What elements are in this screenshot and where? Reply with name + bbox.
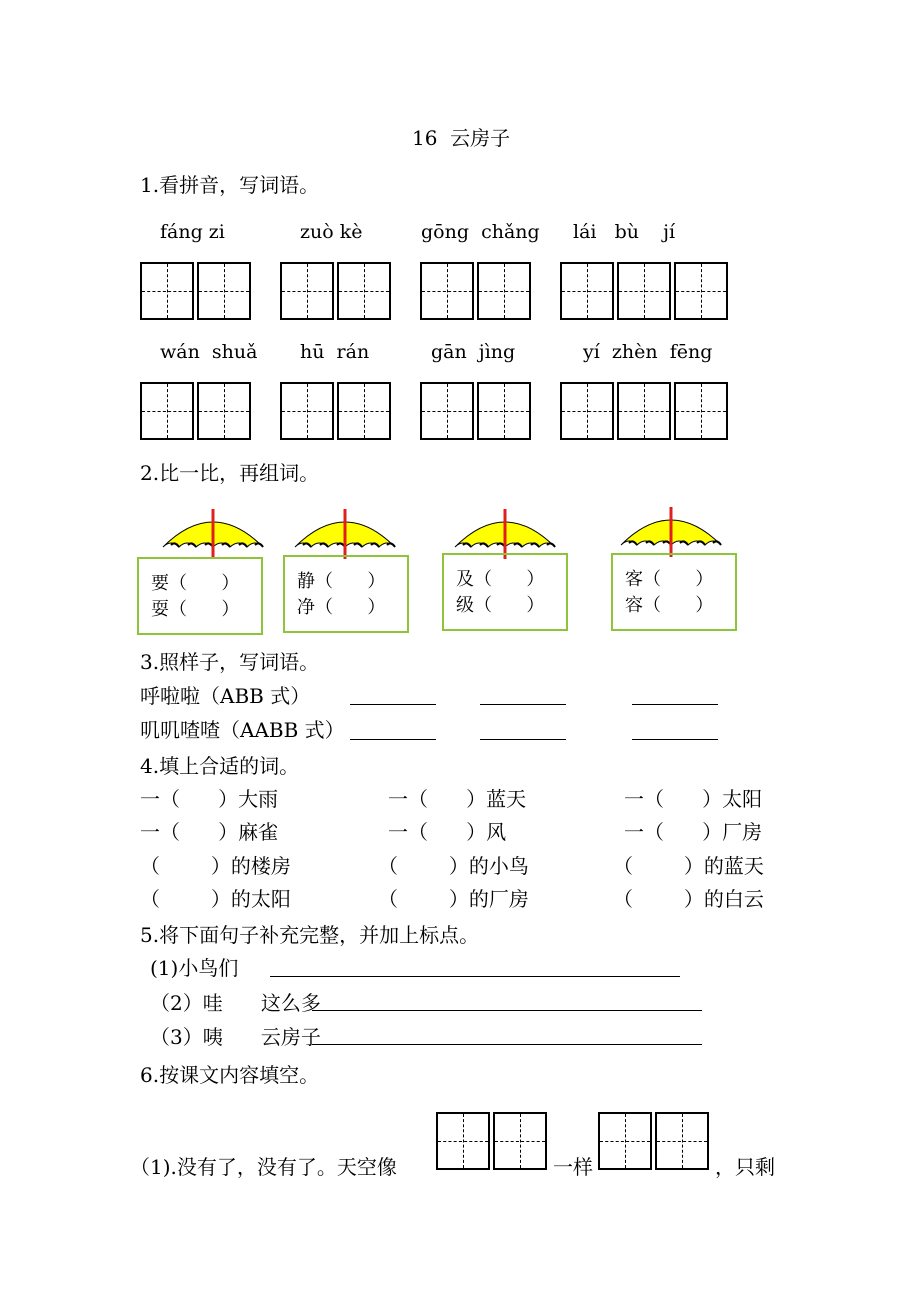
compare-word-b: 净（ ） xyxy=(297,597,386,618)
pinyin-huran: hū rán xyxy=(300,341,370,363)
sentence-answer-line[interactable] xyxy=(312,1010,702,1011)
compare-word-b: 耍（ ） xyxy=(151,599,240,620)
umbrella-icon xyxy=(616,503,726,559)
compare-box-2 xyxy=(283,555,409,633)
fill-item: （ ）的蓝天 xyxy=(613,854,764,878)
answer-line[interactable] xyxy=(632,739,718,740)
fill-item: 一（ ）麻雀 xyxy=(140,820,279,844)
answer-line[interactable] xyxy=(480,704,566,705)
sentence-answer-line[interactable] xyxy=(312,1044,702,1045)
writing-grid-gongchang[interactable] xyxy=(420,262,534,320)
sentence-1: (1)小鸟们 xyxy=(150,956,239,980)
compare-word-a: 及（ ） xyxy=(456,569,545,590)
question-2-heading: 2.比一比，再组词。 xyxy=(140,461,320,485)
question-4-heading: 4.填上合适的词。 xyxy=(140,754,300,778)
answer-line[interactable] xyxy=(350,739,436,740)
sentence-answer-line[interactable] xyxy=(270,976,680,977)
pattern-abb: 呼啦啦（ABB 式） xyxy=(140,684,311,708)
writing-grid-ganjing[interactable] xyxy=(420,382,534,440)
fill-item: （ ）的楼房 xyxy=(140,854,291,878)
pinyin-ganjing: gān jìng xyxy=(431,341,516,363)
writing-grid-blank-2[interactable] xyxy=(598,1112,712,1170)
fill-item: 一（ ）太阳 xyxy=(624,787,763,811)
compare-word-a: 客（ ） xyxy=(625,569,714,590)
pinyin-gongchang: gōng chǎng xyxy=(421,221,540,243)
pattern-aabb: 叽叽喳喳（AABB 式） xyxy=(140,718,345,742)
question-3-heading: 3.照样子，写词语。 xyxy=(140,650,320,674)
fill-item: （ ）的小鸟 xyxy=(378,854,529,878)
compare-box-3 xyxy=(442,553,568,631)
pinyin-wanshua: wán shuǎ xyxy=(160,341,258,363)
writing-grid-huran[interactable] xyxy=(280,382,394,440)
fill-item: （ ）的厂房 xyxy=(378,887,529,911)
sentence-3: （3）咦 云房子 xyxy=(150,1025,321,1049)
question-1-heading: 1.看拼音，写词语。 xyxy=(140,173,320,197)
page-title: 16 云房子 xyxy=(412,126,511,150)
fill-item: 一（ ）蓝天 xyxy=(388,787,527,811)
umbrella-icon xyxy=(158,505,268,561)
fill-item: 一（ ）大雨 xyxy=(140,787,279,811)
fill-item: （ ）的白云 xyxy=(613,887,764,911)
writing-grid-wanshua[interactable] xyxy=(140,382,254,440)
fill-sentence-start: （1).没有了，没有了。天空像 xyxy=(130,1155,397,1179)
compare-box-1 xyxy=(137,557,263,635)
compare-word-b: 容（ ） xyxy=(625,595,714,616)
writing-grid-fangzi[interactable] xyxy=(140,262,254,320)
fill-item: （ ）的太阳 xyxy=(140,887,291,911)
pinyin-fangzi: fáng zi xyxy=(160,221,225,243)
compare-word-a: 静（ ） xyxy=(297,571,386,592)
writing-grid-yizhenfeng[interactable] xyxy=(560,382,731,440)
question-6-heading: 6.按课文内容填空。 xyxy=(140,1063,320,1087)
umbrella-icon xyxy=(290,505,400,561)
pinyin-yizhenfeng: yí zhèn fēng xyxy=(583,341,713,363)
pinyin-zuoke: zuò kè xyxy=(300,221,363,243)
pinyin-laibuji: lái bù jí xyxy=(573,221,676,243)
fill-sentence-mid: 一样 xyxy=(553,1155,593,1179)
fill-item: 一（ ）厂房 xyxy=(624,820,763,844)
compare-word-b: 级（ ） xyxy=(456,595,545,616)
writing-grid-laibuji[interactable] xyxy=(560,262,731,320)
writing-grid-zuoke[interactable] xyxy=(280,262,394,320)
compare-box-4 xyxy=(611,553,737,631)
question-5-heading: 5.将下面句子补充完整，并加上标点。 xyxy=(140,923,480,947)
answer-line[interactable] xyxy=(632,704,718,705)
answer-line[interactable] xyxy=(350,704,436,705)
answer-line[interactable] xyxy=(480,739,566,740)
fill-sentence-end: ，只剩 xyxy=(715,1155,775,1179)
compare-word-a: 要（ ） xyxy=(151,573,240,594)
fill-item: 一（ ）风 xyxy=(388,820,507,844)
sentence-2: （2）哇 这么多 xyxy=(150,991,321,1015)
writing-grid-blank-1[interactable] xyxy=(436,1112,550,1170)
